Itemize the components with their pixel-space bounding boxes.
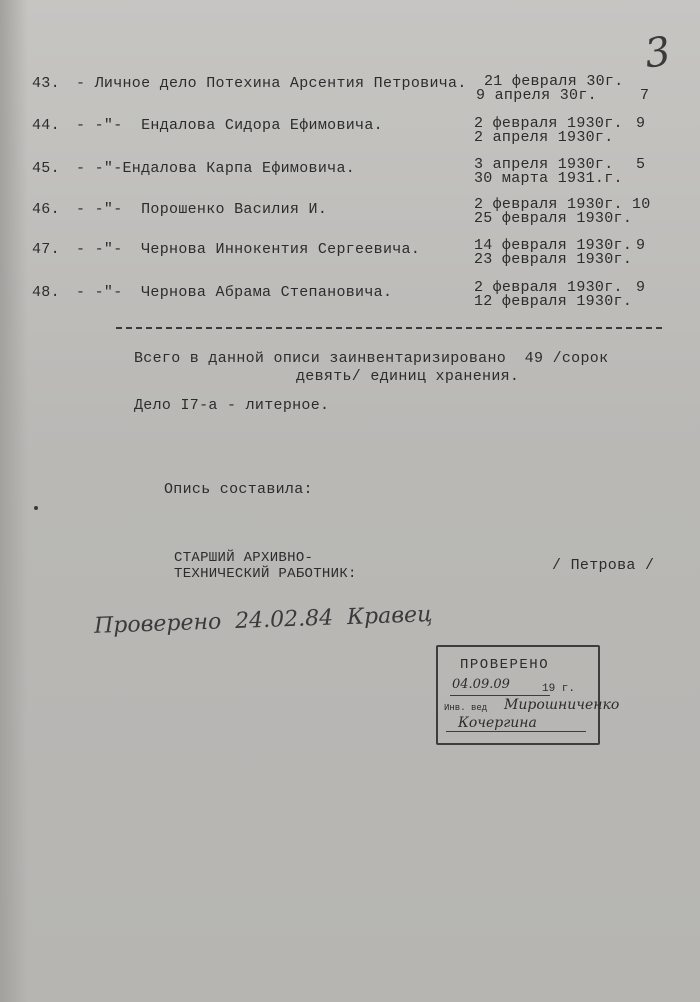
signer-name: / Петрова / — [552, 557, 655, 574]
entry-date-end: 23 февраля 1930г. — [474, 251, 633, 268]
entry-text: - -"- Порошенко Василия И. — [76, 201, 328, 218]
entry-date-end: 2 апреля 1930г. — [474, 129, 614, 146]
summary-line-2: девять/ единиц хранения. — [296, 368, 520, 385]
page-number: 3 — [641, 28, 674, 78]
entry-number: 44. — [32, 117, 60, 134]
entry-text: - -"- Чернова Иннокентия Сергеевича. — [76, 241, 421, 258]
stamp-date: 04.09.09 — [452, 677, 510, 692]
compiled-by-label: Опись составила: — [164, 481, 313, 498]
stamp-signature-line — [446, 731, 586, 732]
entry-number: 45. — [32, 160, 60, 177]
stamp-date-underline — [450, 695, 550, 696]
page-edge-shadow — [0, 0, 28, 1002]
handwritten-verification: Проверено 24.02.84 Кравец — [93, 602, 433, 639]
entry-page-count: 5 — [636, 156, 646, 173]
entry-text: - Личное дело Потехина Арсентия Петровича. — [76, 75, 467, 92]
summary-line-1: Всего в данной описи заинвентаризировано 49 /сорок — [134, 350, 609, 367]
stamp-small-label: Инв. вед — [444, 703, 488, 713]
entry-date-start: 14 февраля 1930г. — [474, 237, 633, 254]
entry-date-start: 3 апреля 1930г. — [474, 156, 614, 173]
entry-text: - -"-Ендалова Карпа Ефимовича. — [76, 160, 356, 177]
entry-page-count: 9 — [636, 115, 646, 132]
verification-stamp — [436, 645, 620, 745]
position-line-1: СТАРШИЙ АРХИВНО- — [174, 550, 314, 566]
entry-date-start: 21 февраля 30г. — [484, 73, 624, 90]
entry-page-count: 7 — [640, 87, 650, 104]
dashed-separator — [116, 327, 662, 329]
entry-text: - -"- Ендалова Сидора Ефимовича. — [76, 117, 383, 134]
entry-number: 47. — [32, 241, 60, 258]
entry-date-start: 2 февраля 1930г. — [474, 196, 623, 213]
literal-note: Дело I7-а - литерное. — [134, 397, 330, 414]
stamp-signature-1: Мирошниченко — [504, 697, 620, 713]
entry-page-count: 10 — [632, 196, 651, 213]
entry-number: 43. — [32, 75, 60, 92]
entry-number: 46. — [32, 201, 60, 218]
entry-date-end: 25 февраля 1930г. — [474, 210, 633, 227]
stamp-title: ПРОВЕРЕНО — [460, 657, 550, 673]
entry-text: - -"- Чернова Абрама Степановича. — [76, 284, 393, 301]
entry-number: 48. — [32, 284, 60, 301]
entry-date-start: 2 февраля 1930г. — [474, 115, 623, 132]
stamp-signature-2: Кочергина — [458, 715, 537, 731]
entry-date-start: 2 февраля 1930г. — [474, 279, 623, 296]
ink-dot — [34, 506, 38, 510]
entry-page-count: 9 — [636, 237, 646, 254]
stamp-year: 19 г. — [542, 683, 576, 695]
entry-date-end: 9 апреля 30г. — [476, 87, 597, 104]
entry-date-end: 30 марта 1931.г. — [474, 170, 623, 187]
entry-date-end: 12 февраля 1930г. — [474, 293, 633, 310]
entry-page-count: 9 — [636, 279, 646, 296]
position-line-2: ТЕХНИЧЕСКИЙ РАБОТНИК: — [174, 566, 357, 582]
